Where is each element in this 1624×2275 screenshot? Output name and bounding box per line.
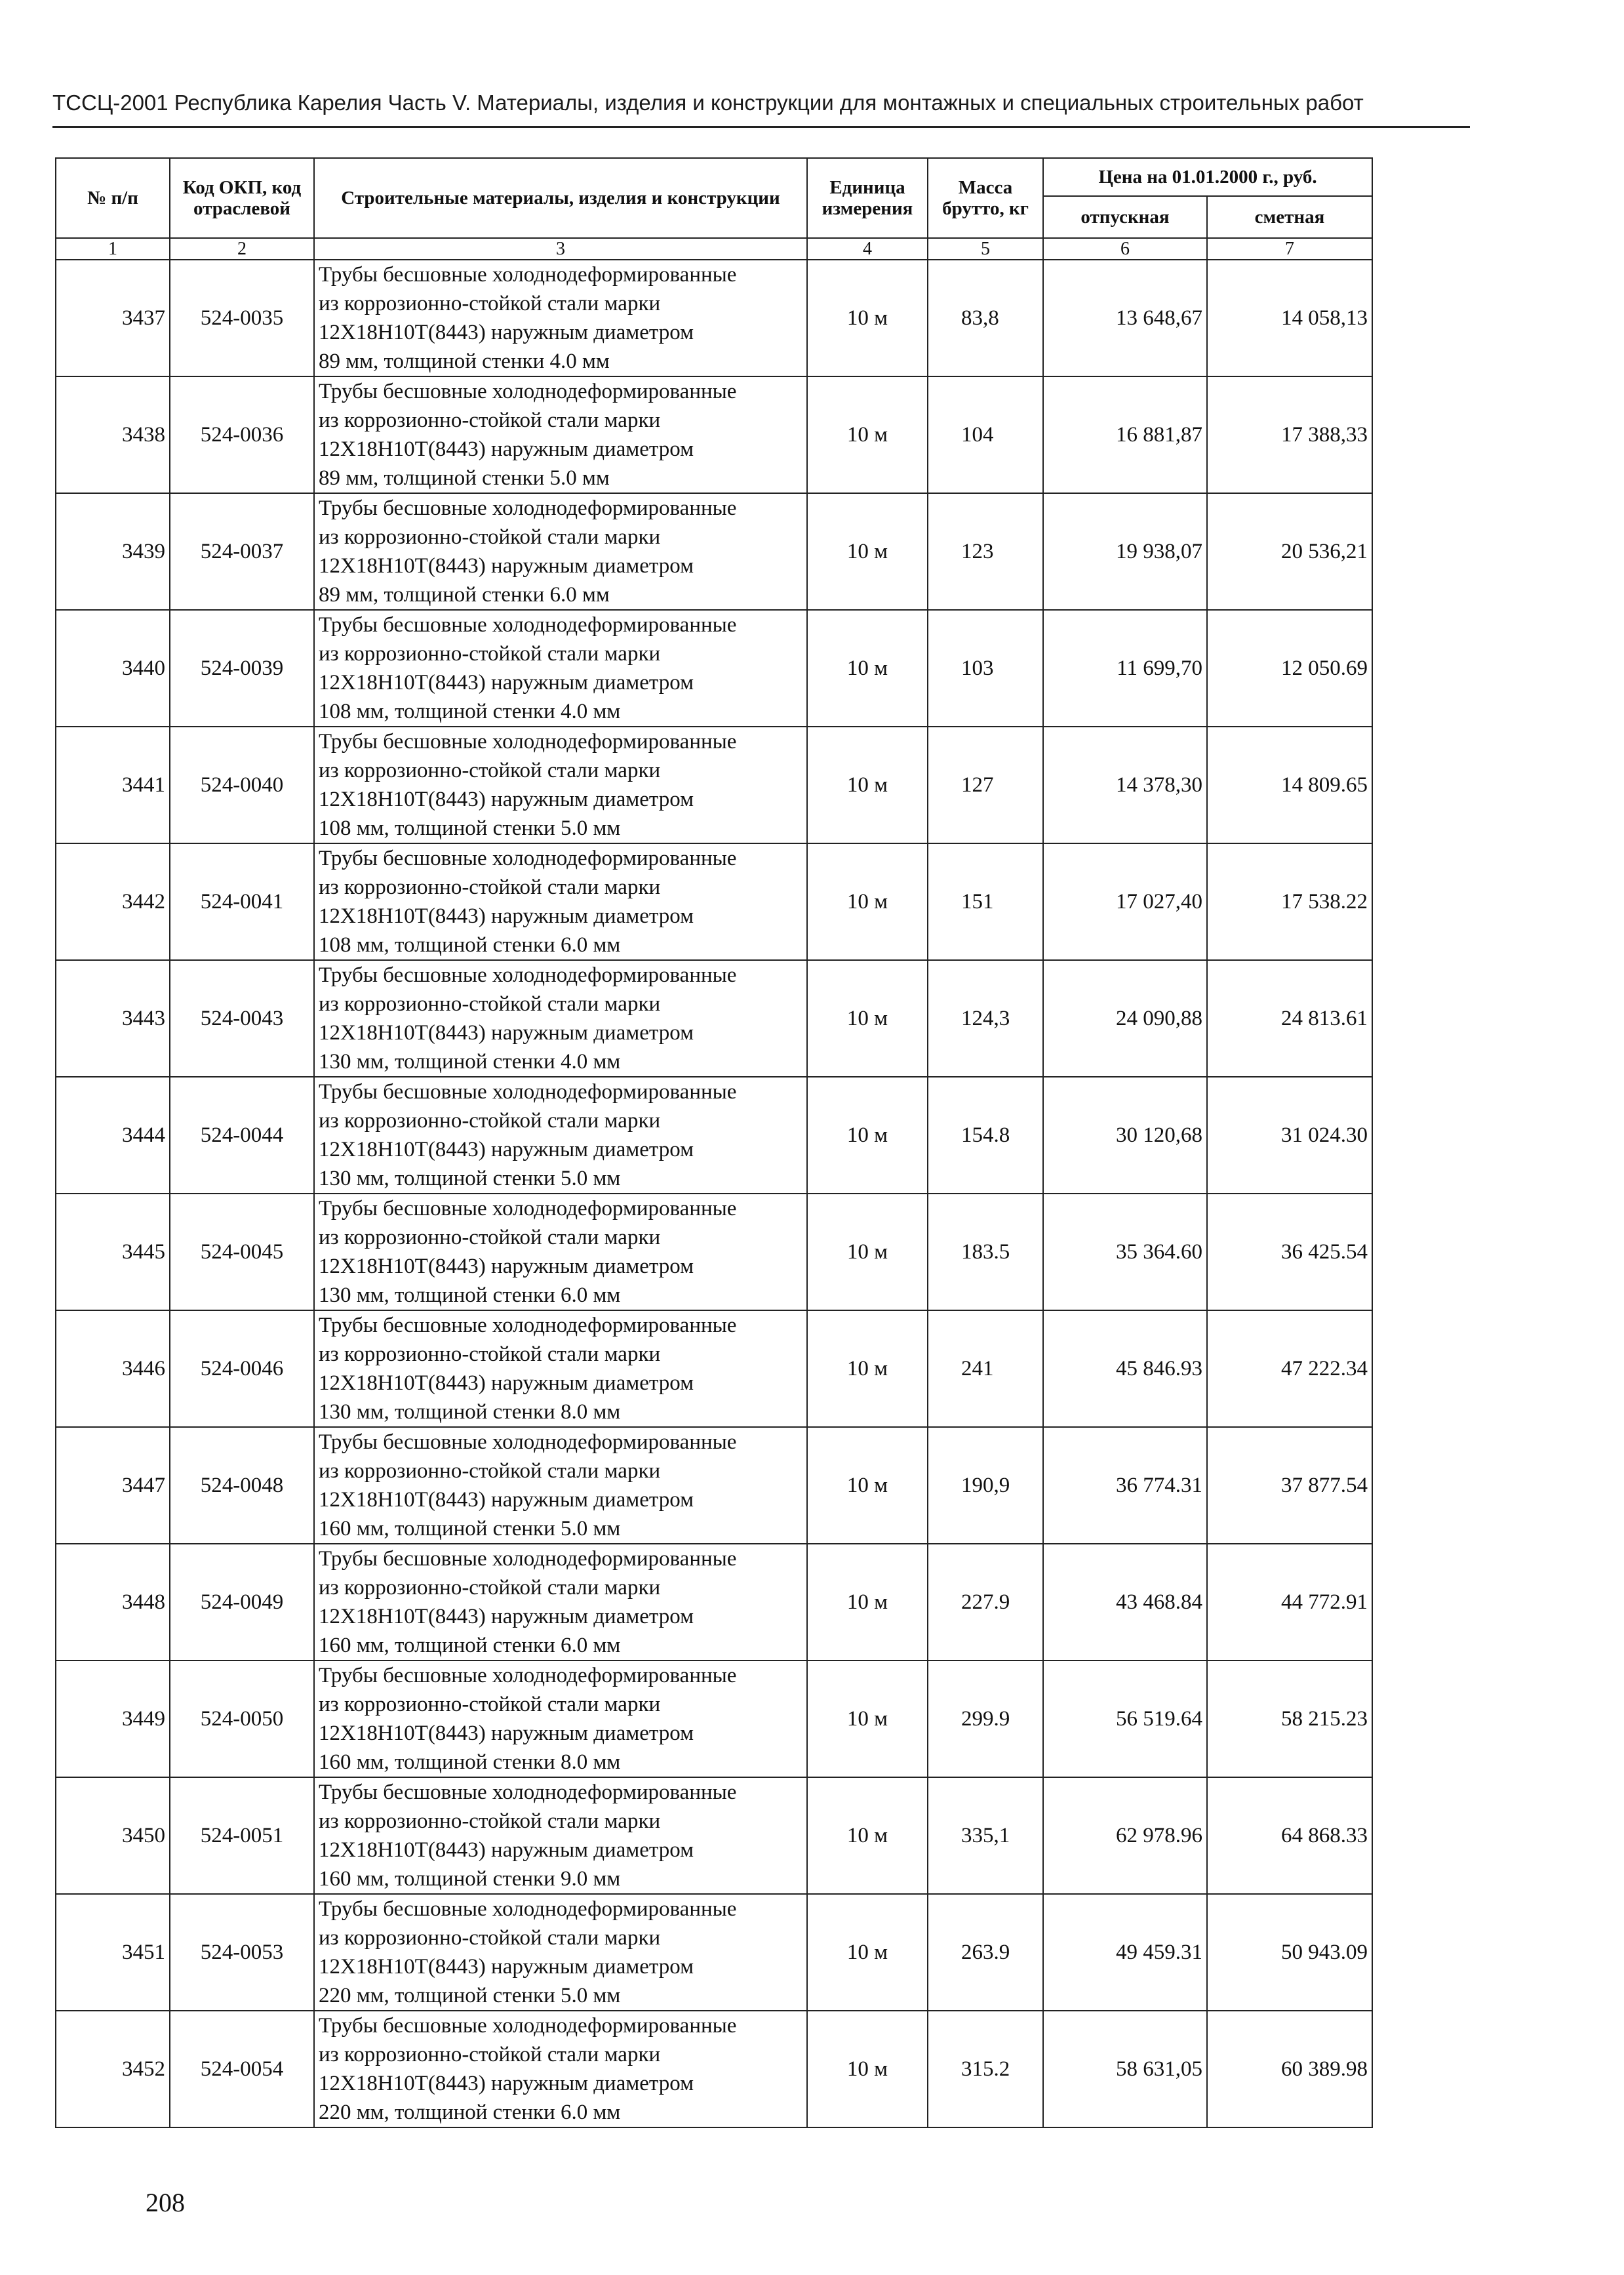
description-line: Трубы бесшовные холоднодеформированные bbox=[319, 963, 737, 988]
row-unit: 10 м bbox=[807, 610, 928, 727]
row-code: 524-0054 bbox=[170, 2011, 314, 2127]
description-line: 130 мм, толщиной стенки 6.0 мм bbox=[319, 1283, 621, 1308]
row-price-estimate: 58 215.23 bbox=[1207, 1661, 1372, 1777]
row-number: 3449 bbox=[56, 1661, 170, 1777]
row-code: 524-0049 bbox=[170, 1544, 314, 1661]
row-number: 3446 bbox=[56, 1310, 170, 1427]
row-code: 524-0044 bbox=[170, 1077, 314, 1194]
row-unit: 10 м bbox=[807, 1777, 928, 1894]
table-row bbox=[56, 1777, 1372, 1894]
table-row bbox=[56, 1310, 1372, 1427]
row-unit: 10 м bbox=[807, 1310, 928, 1427]
row-mass: 83,8 bbox=[928, 260, 1043, 376]
description-line: 89 мм, толщиной стенки 5.0 мм bbox=[319, 466, 610, 491]
page-header: ТССЦ-2001 Республика Карелия Часть V. Материалы, изделия и конструкции для монтажных и специальных строительных работ bbox=[52, 91, 1364, 115]
row-price-estimate: 14 809.65 bbox=[1207, 727, 1372, 843]
row-description bbox=[314, 843, 807, 960]
row-description bbox=[314, 1661, 807, 1777]
row-number: 3441 bbox=[56, 727, 170, 843]
description-line: 89 мм, толщиной стенки 6.0 мм bbox=[319, 583, 610, 607]
col-header-num: № п/п bbox=[56, 158, 170, 238]
row-price-estimate: 47 222.34 bbox=[1207, 1310, 1372, 1427]
row-description bbox=[314, 1427, 807, 1544]
table-row bbox=[56, 610, 1372, 727]
description-line: 12Х18Н10Т(8443) наружным диаметром bbox=[319, 437, 694, 462]
row-mass: 123 bbox=[928, 493, 1043, 610]
row-unit: 10 м bbox=[807, 1894, 928, 2011]
description-line: из коррозионно-стойкой стали марки bbox=[319, 2043, 661, 2067]
description-line: из коррозионно-стойкой стали марки bbox=[319, 759, 661, 783]
row-description bbox=[314, 493, 807, 610]
row-unit: 10 м bbox=[807, 1661, 928, 1777]
row-price-estimate: 50 943.09 bbox=[1207, 1894, 1372, 2011]
row-mass: 315.2 bbox=[928, 2011, 1043, 2127]
row-mass: 151 bbox=[928, 843, 1043, 960]
row-description bbox=[314, 1777, 807, 1894]
row-price-release: 35 364.60 bbox=[1043, 1194, 1207, 1310]
row-price-estimate: 36 425.54 bbox=[1207, 1194, 1372, 1310]
description-line: из коррозионно-стойкой стали марки bbox=[319, 292, 661, 316]
description-line: Трубы бесшовные холоднодеформированные bbox=[319, 496, 737, 521]
row-number: 3447 bbox=[56, 1427, 170, 1544]
row-price-estimate: 17 538.22 bbox=[1207, 843, 1372, 960]
table-row bbox=[56, 960, 1372, 1077]
description-line: 12Х18Н10Т(8443) наружным диаметром bbox=[319, 788, 694, 812]
description-line: 12Х18Н10Т(8443) наружным диаметром bbox=[319, 1838, 694, 1862]
row-price-release: 49 459.31 bbox=[1043, 1894, 1207, 2011]
row-description bbox=[314, 1310, 807, 1427]
row-mass: 263.9 bbox=[928, 1894, 1043, 2011]
row-number: 3439 bbox=[56, 493, 170, 610]
row-price-estimate: 64 868.33 bbox=[1207, 1777, 1372, 1894]
row-number: 3451 bbox=[56, 1894, 170, 2011]
row-price-estimate: 20 536,21 bbox=[1207, 493, 1372, 610]
row-mass: 154.8 bbox=[928, 1077, 1043, 1194]
row-mass: 190,9 bbox=[928, 1427, 1043, 1544]
row-unit: 10 м bbox=[807, 376, 928, 493]
col-header-price-estimate: сметная bbox=[1207, 196, 1372, 238]
table-row bbox=[56, 1194, 1372, 1310]
row-code: 524-0037 bbox=[170, 493, 314, 610]
row-unit: 10 м bbox=[807, 843, 928, 960]
row-description bbox=[314, 1544, 807, 1661]
col-number: 6 bbox=[1043, 238, 1207, 260]
row-price-release: 19 938,07 bbox=[1043, 493, 1207, 610]
row-price-estimate: 37 877.54 bbox=[1207, 1427, 1372, 1544]
row-price-estimate: 60 389.98 bbox=[1207, 2011, 1372, 2127]
description-line: 160 мм, толщиной стенки 6.0 мм bbox=[319, 1634, 621, 1658]
row-number: 3452 bbox=[56, 2011, 170, 2127]
col-header-name: Строительные материалы, изделия и конструкции bbox=[314, 158, 807, 238]
row-price-estimate: 12 050.69 bbox=[1207, 610, 1372, 727]
row-unit: 10 м bbox=[807, 2011, 928, 2127]
col-header-code: Код ОКП, код отраслевой bbox=[170, 158, 314, 238]
description-line: Трубы бесшовные холоднодеформированные bbox=[319, 1547, 737, 1571]
col-header-price-release: отпускная bbox=[1043, 196, 1207, 238]
row-code: 524-0035 bbox=[170, 260, 314, 376]
page-number: 208 bbox=[146, 2188, 185, 2217]
description-line: из коррозионно-стойкой стали марки bbox=[319, 1576, 661, 1600]
description-line: из коррозионно-стойкой стали марки bbox=[319, 1926, 661, 1950]
description-line: 12Х18Н10Т(8443) наружным диаметром bbox=[319, 1488, 694, 1512]
row-price-release: 58 631,05 bbox=[1043, 2011, 1207, 2127]
row-mass: 299.9 bbox=[928, 1661, 1043, 1777]
description-line: 108 мм, толщиной стенки 6.0 мм bbox=[319, 933, 621, 957]
row-code: 524-0050 bbox=[170, 1661, 314, 1777]
row-price-estimate: 14 058,13 bbox=[1207, 260, 1372, 376]
description-line: из коррозионно-стойкой стали марки bbox=[319, 642, 661, 666]
row-number: 3437 bbox=[56, 260, 170, 376]
row-mass: 335,1 bbox=[928, 1777, 1043, 1894]
description-line: 130 мм, толщиной стенки 8.0 мм bbox=[319, 1400, 621, 1424]
description-line: из коррозионно-стойкой стали марки bbox=[319, 1109, 661, 1133]
table-row bbox=[56, 2011, 1372, 2127]
row-code: 524-0036 bbox=[170, 376, 314, 493]
row-price-release: 11 699,70 bbox=[1043, 610, 1207, 727]
table-row bbox=[56, 727, 1372, 843]
description-line: 160 мм, толщиной стенки 9.0 мм bbox=[319, 1867, 621, 1891]
description-line: из коррозионно-стойкой стали марки bbox=[319, 525, 661, 550]
row-description bbox=[314, 1194, 807, 1310]
row-unit: 10 м bbox=[807, 1544, 928, 1661]
description-line: Трубы бесшовные холоднодеформированные bbox=[319, 1430, 737, 1455]
row-description bbox=[314, 2011, 807, 2127]
description-line: 12Х18Н10Т(8443) наружным диаметром bbox=[319, 1255, 694, 1279]
col-number: 5 bbox=[928, 238, 1043, 260]
row-code: 524-0045 bbox=[170, 1194, 314, 1310]
col-number: 4 bbox=[807, 238, 928, 260]
description-line: 108 мм, толщиной стенки 4.0 мм bbox=[319, 700, 621, 724]
description-line: Трубы бесшовные холоднодеформированные bbox=[319, 1781, 737, 1805]
description-line: 89 мм, толщиной стенки 4.0 мм bbox=[319, 350, 610, 374]
row-price-release: 56 519.64 bbox=[1043, 1661, 1207, 1777]
row-mass: 124,3 bbox=[928, 960, 1043, 1077]
description-line: 130 мм, толщиной стенки 5.0 мм bbox=[319, 1167, 621, 1191]
col-number: 1 bbox=[56, 238, 170, 260]
description-line: 12Х18Н10Т(8443) наружным диаметром bbox=[319, 554, 694, 578]
row-price-estimate: 24 813.61 bbox=[1207, 960, 1372, 1077]
description-line: из коррозионно-стойкой стали марки bbox=[319, 1226, 661, 1250]
description-line: 130 мм, толщиной стенки 4.0 мм bbox=[319, 1050, 621, 1074]
row-price-estimate: 17 388,33 bbox=[1207, 376, 1372, 493]
row-price-release: 43 468.84 bbox=[1043, 1544, 1207, 1661]
row-price-release: 36 774.31 bbox=[1043, 1427, 1207, 1544]
table-row bbox=[56, 1077, 1372, 1194]
row-code: 524-0046 bbox=[170, 1310, 314, 1427]
description-line: Трубы бесшовные холоднодеформированные bbox=[319, 1664, 737, 1688]
col-number: 3 bbox=[314, 238, 807, 260]
description-line: из коррозионно-стойкой стали марки bbox=[319, 876, 661, 900]
table-row bbox=[56, 493, 1372, 610]
description-line: 12Х18Н10Т(8443) наружным диаметром bbox=[319, 321, 694, 345]
description-line: Трубы бесшовные холоднодеформированные bbox=[319, 847, 737, 871]
description-line: 12Х18Н10Т(8443) наружным диаметром bbox=[319, 671, 694, 695]
description-line: из коррозионно-стойкой стали марки bbox=[319, 1693, 661, 1717]
row-number: 3442 bbox=[56, 843, 170, 960]
header-rule bbox=[52, 126, 1470, 128]
row-number: 3443 bbox=[56, 960, 170, 1077]
row-code: 524-0043 bbox=[170, 960, 314, 1077]
row-mass: 103 bbox=[928, 610, 1043, 727]
row-number: 3438 bbox=[56, 376, 170, 493]
row-mass: 104 bbox=[928, 376, 1043, 493]
table-row bbox=[56, 1427, 1372, 1544]
row-price-release: 30 120,68 bbox=[1043, 1077, 1207, 1194]
table-row bbox=[56, 843, 1372, 960]
row-description bbox=[314, 260, 807, 376]
row-code: 524-0041 bbox=[170, 843, 314, 960]
col-header-price-group: Цена на 01.01.2000 г., руб. bbox=[1043, 158, 1372, 196]
row-description bbox=[314, 960, 807, 1077]
description-line: Трубы бесшовные холоднодеформированные bbox=[319, 1314, 737, 1338]
col-header-mass: Масса брутто, кг bbox=[928, 158, 1043, 238]
row-unit: 10 м bbox=[807, 960, 928, 1077]
row-unit: 10 м bbox=[807, 493, 928, 610]
row-price-release: 17 027,40 bbox=[1043, 843, 1207, 960]
description-line: 108 мм, толщиной стенки 5.0 мм bbox=[319, 816, 621, 841]
row-price-release: 24 090,88 bbox=[1043, 960, 1207, 1077]
row-number: 3450 bbox=[56, 1777, 170, 1894]
row-price-release: 13 648,67 bbox=[1043, 260, 1207, 376]
row-code: 524-0039 bbox=[170, 610, 314, 727]
row-number: 3444 bbox=[56, 1077, 170, 1194]
description-line: 12Х18Н10Т(8443) наружным диаметром bbox=[319, 1605, 694, 1629]
description-line: 12Х18Н10Т(8443) наружным диаметром bbox=[319, 1371, 694, 1396]
row-code: 524-0040 bbox=[170, 727, 314, 843]
price-table bbox=[55, 157, 1373, 2128]
description-line: Трубы бесшовные холоднодеформированные bbox=[319, 1897, 737, 1922]
description-line: 12Х18Н10Т(8443) наружным диаметром bbox=[319, 1138, 694, 1162]
row-mass: 183.5 bbox=[928, 1194, 1043, 1310]
description-line: Трубы бесшовные холоднодеформированные bbox=[319, 2014, 737, 2038]
description-line: из коррозионно-стойкой стали марки bbox=[319, 992, 661, 1017]
description-line: Трубы бесшовные холоднодеформированные bbox=[319, 613, 737, 637]
col-number: 2 bbox=[170, 238, 314, 260]
row-number: 3445 bbox=[56, 1194, 170, 1310]
description-line: из коррозионно-стойкой стали марки bbox=[319, 1342, 661, 1367]
description-line: Трубы бесшовные холоднодеформированные bbox=[319, 1080, 737, 1104]
row-code: 524-0048 bbox=[170, 1427, 314, 1544]
description-line: 12Х18Н10Т(8443) наружным диаметром bbox=[319, 1021, 694, 1045]
row-description bbox=[314, 1077, 807, 1194]
description-line: 12Х18Н10Т(8443) наружным диаметром bbox=[319, 1721, 694, 1746]
row-number: 3448 bbox=[56, 1544, 170, 1661]
table-row bbox=[56, 1661, 1372, 1777]
row-mass: 127 bbox=[928, 727, 1043, 843]
row-code: 524-0053 bbox=[170, 1894, 314, 2011]
row-unit: 10 м bbox=[807, 727, 928, 843]
row-description bbox=[314, 727, 807, 843]
row-unit: 10 м bbox=[807, 1194, 928, 1310]
description-line: 12Х18Н10Т(8443) наружным диаметром bbox=[319, 2072, 694, 2096]
row-number: 3440 bbox=[56, 610, 170, 727]
col-number: 7 bbox=[1207, 238, 1372, 260]
description-line: 160 мм, толщиной стенки 8.0 мм bbox=[319, 1750, 621, 1775]
description-line: Трубы бесшовные холоднодеформированные bbox=[319, 1197, 737, 1221]
row-price-estimate: 44 772.91 bbox=[1207, 1544, 1372, 1661]
row-mass: 227.9 bbox=[928, 1544, 1043, 1661]
row-price-release: 45 846.93 bbox=[1043, 1310, 1207, 1427]
col-header-unit: Единица измерения bbox=[807, 158, 928, 238]
description-line: 160 мм, толщиной стенки 5.0 мм bbox=[319, 1517, 621, 1541]
description-line: 220 мм, толщиной стенки 6.0 мм bbox=[319, 2101, 621, 2125]
description-line: 12Х18Н10Т(8443) наружным диаметром bbox=[319, 904, 694, 929]
description-line: Трубы бесшовные холоднодеформированные bbox=[319, 380, 737, 404]
row-description bbox=[314, 1894, 807, 2011]
table-body bbox=[56, 260, 1372, 2127]
table-row bbox=[56, 1544, 1372, 1661]
row-price-release: 62 978.96 bbox=[1043, 1777, 1207, 1894]
description-line: из коррозионно-стойкой стали марки bbox=[319, 1459, 661, 1483]
row-price-release: 16 881,87 bbox=[1043, 376, 1207, 493]
table-head bbox=[56, 158, 1372, 260]
description-line: из коррозионно-стойкой стали марки bbox=[319, 409, 661, 433]
row-mass: 241 bbox=[928, 1310, 1043, 1427]
description-line: из коррозионно-стойкой стали марки bbox=[319, 1809, 661, 1834]
row-description bbox=[314, 376, 807, 493]
row-price-estimate: 31 024.30 bbox=[1207, 1077, 1372, 1194]
row-unit: 10 м bbox=[807, 1077, 928, 1194]
table-row bbox=[56, 376, 1372, 493]
description-line: 220 мм, толщиной стенки 5.0 мм bbox=[319, 1984, 621, 2008]
table-row bbox=[56, 1894, 1372, 2011]
row-price-release: 14 378,30 bbox=[1043, 727, 1207, 843]
row-unit: 10 м bbox=[807, 260, 928, 376]
table-row bbox=[56, 260, 1372, 376]
description-line: Трубы бесшовные холоднодеформированные bbox=[319, 263, 737, 287]
description-line: 12Х18Н10Т(8443) наружным диаметром bbox=[319, 1955, 694, 1979]
row-description bbox=[314, 610, 807, 727]
description-line: Трубы бесшовные холоднодеформированные bbox=[319, 730, 737, 754]
row-unit: 10 м bbox=[807, 1427, 928, 1544]
row-code: 524-0051 bbox=[170, 1777, 314, 1894]
